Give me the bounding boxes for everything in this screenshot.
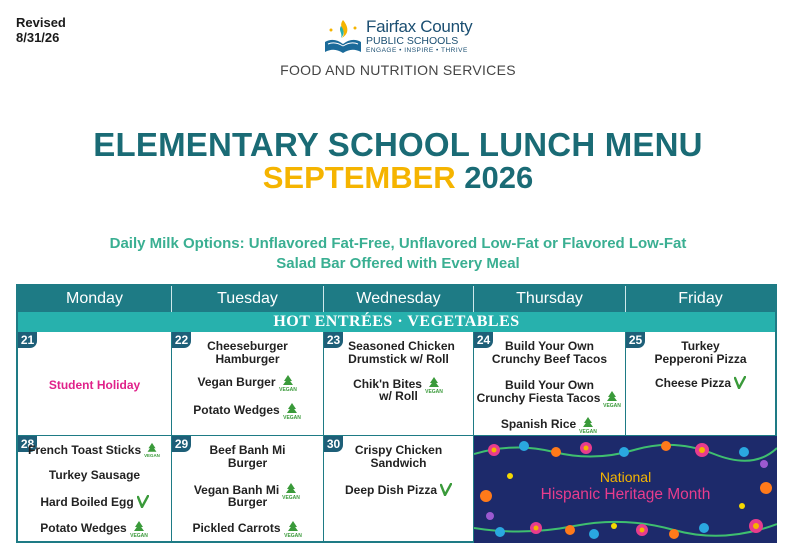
day-cell-21 xyxy=(18,332,172,436)
header-monday: Monday xyxy=(18,286,172,312)
menu-item-label: Potato Wedges xyxy=(193,403,280,418)
logo-tagline: ENGAGE • INSPIRE • THRIVE xyxy=(366,47,468,54)
day-cell-28 xyxy=(18,436,172,543)
menu-item: w/ Roll xyxy=(379,389,418,403)
vegan-label: VEGAN xyxy=(144,453,161,458)
vegan-label: VEGAN xyxy=(425,389,443,394)
menu-item-label: Vegan Burger xyxy=(197,375,276,390)
menu-item-label: Crunchy Fiesta Tacos xyxy=(476,391,601,406)
menu-item: Student Holiday xyxy=(48,378,141,392)
salad-bar-line: Salad Bar Offered with Every Meal xyxy=(276,255,520,272)
vegan-label: VEGAN xyxy=(283,533,302,538)
menu-item xyxy=(172,520,323,538)
menu-item: Hamburger xyxy=(215,352,280,366)
milk-options xyxy=(0,234,796,274)
day-cell-29 xyxy=(172,436,324,543)
menu-item-label: French Toast Sticks xyxy=(28,443,142,458)
vegan-icon xyxy=(129,520,149,538)
menu-item: Burger xyxy=(227,456,268,470)
revised-date: 8/31/26 xyxy=(16,30,60,45)
menu-item xyxy=(172,374,323,392)
date-badge: 28 xyxy=(18,436,37,452)
menu-item-label: Chik'n Bites xyxy=(353,377,422,392)
menu-item: Crispy Chicken xyxy=(354,443,443,457)
vegan-label: VEGAN xyxy=(278,387,297,392)
menu-item-label: Cheese Pizza xyxy=(654,376,732,391)
header-friday: Friday xyxy=(626,286,775,312)
menu-item: Pepperoni Pizza xyxy=(654,352,747,366)
menu-item xyxy=(474,416,625,434)
page-subtitle xyxy=(0,160,796,196)
date-badge: 22 xyxy=(172,332,191,348)
menu-item xyxy=(324,483,473,499)
vegan-label: VEGAN xyxy=(603,403,622,408)
menu-item-label: Potato Wedges xyxy=(40,521,127,536)
menu-item-label: Vegan Banh Mi xyxy=(193,483,280,498)
revised-label: Revised xyxy=(16,15,66,30)
date-badge: 29 xyxy=(172,436,191,452)
header-wednesday: Wednesday xyxy=(324,286,474,312)
header-tuesday: Tuesday xyxy=(172,286,324,312)
date-badge: 23 xyxy=(324,332,343,348)
vegan-icon xyxy=(278,374,298,392)
revised-note xyxy=(16,15,66,45)
menu-item xyxy=(626,376,775,392)
vegan-label: VEGAN xyxy=(282,415,301,420)
subtitle-month: SEPTEMBER xyxy=(262,160,456,195)
date-badge: 30 xyxy=(324,436,343,452)
vegan-label: VEGAN xyxy=(282,495,301,500)
menu-item xyxy=(18,520,171,538)
menu-item: Turkey xyxy=(681,339,720,353)
day-cell-30 xyxy=(324,436,474,543)
menu-item-label: Pickled Carrots xyxy=(192,521,281,536)
date-badge: 21 xyxy=(18,332,37,348)
menu-item xyxy=(172,402,323,420)
menu-item: Burger xyxy=(227,495,268,509)
vegan-icon xyxy=(143,442,161,460)
menu-item: Build Your Own xyxy=(505,378,594,392)
fcps-logo xyxy=(322,18,482,56)
promo-line-national: National xyxy=(599,469,652,485)
day-cell-25 xyxy=(626,332,775,436)
logo-name: Fairfax County xyxy=(366,17,473,36)
header-thursday: Thursday xyxy=(474,286,626,312)
menu-item: Seasoned Chicken xyxy=(348,339,455,353)
vegan-icon xyxy=(283,520,303,538)
promo-line-title: Hispanic Heritage Month xyxy=(540,486,711,503)
menu-item: Beef Banh Mi xyxy=(209,443,286,457)
hispanic-heritage-month-banner xyxy=(474,436,777,543)
day-cell-23 xyxy=(324,332,474,436)
vegan-icon xyxy=(602,390,622,408)
menu-item-label: Spanish Rice xyxy=(500,417,577,432)
milk-options-line: Daily Milk Options: Unflavored Fat-Free, Unflavored Low-Fat or Flavored Low-Fat xyxy=(109,235,687,252)
menu-item: Cheeseburger xyxy=(207,339,288,353)
vegan-label: VEGAN xyxy=(579,429,598,434)
day-cell-24 xyxy=(474,332,626,436)
menu-item: Drumstick w/ Roll xyxy=(348,352,449,366)
menu-item: Crunchy Beef Tacos xyxy=(491,352,608,366)
page-title: ELEMENTARY SCHOOL LUNCH MENU xyxy=(93,126,703,163)
menu-item-label: Hard Boiled Egg xyxy=(40,495,134,510)
subtitle-year: 2026 xyxy=(464,160,534,195)
vegetarian-check-icon xyxy=(440,483,452,499)
menu-calendar xyxy=(16,284,777,543)
menu-item: Build Your Own xyxy=(505,339,594,353)
vegetarian-check-icon xyxy=(137,495,149,511)
logo-subtitle: PUBLIC SCHOOLS xyxy=(366,35,459,47)
menu-item: Turkey Sausage xyxy=(48,468,141,482)
department-name: FOOD AND NUTRITION SERVICES xyxy=(280,62,516,78)
vegan-icon xyxy=(282,402,302,420)
category-banner: HOT ENTRÉES · VEGETABLES xyxy=(18,312,775,332)
menu-item xyxy=(474,390,625,408)
date-badge: 25 xyxy=(626,332,645,348)
vegetarian-check-icon xyxy=(734,376,746,392)
menu-item xyxy=(18,495,171,511)
menu-item-label: Deep Dish Pizza xyxy=(344,483,438,498)
date-badge: 24 xyxy=(474,332,493,348)
book-flame-icon xyxy=(322,18,364,56)
menu-item: Sandwich xyxy=(370,456,427,470)
vegan-icon xyxy=(578,416,598,434)
day-cell-22 xyxy=(172,332,324,436)
vegan-label: VEGAN xyxy=(129,533,148,538)
menu-item xyxy=(18,442,171,460)
